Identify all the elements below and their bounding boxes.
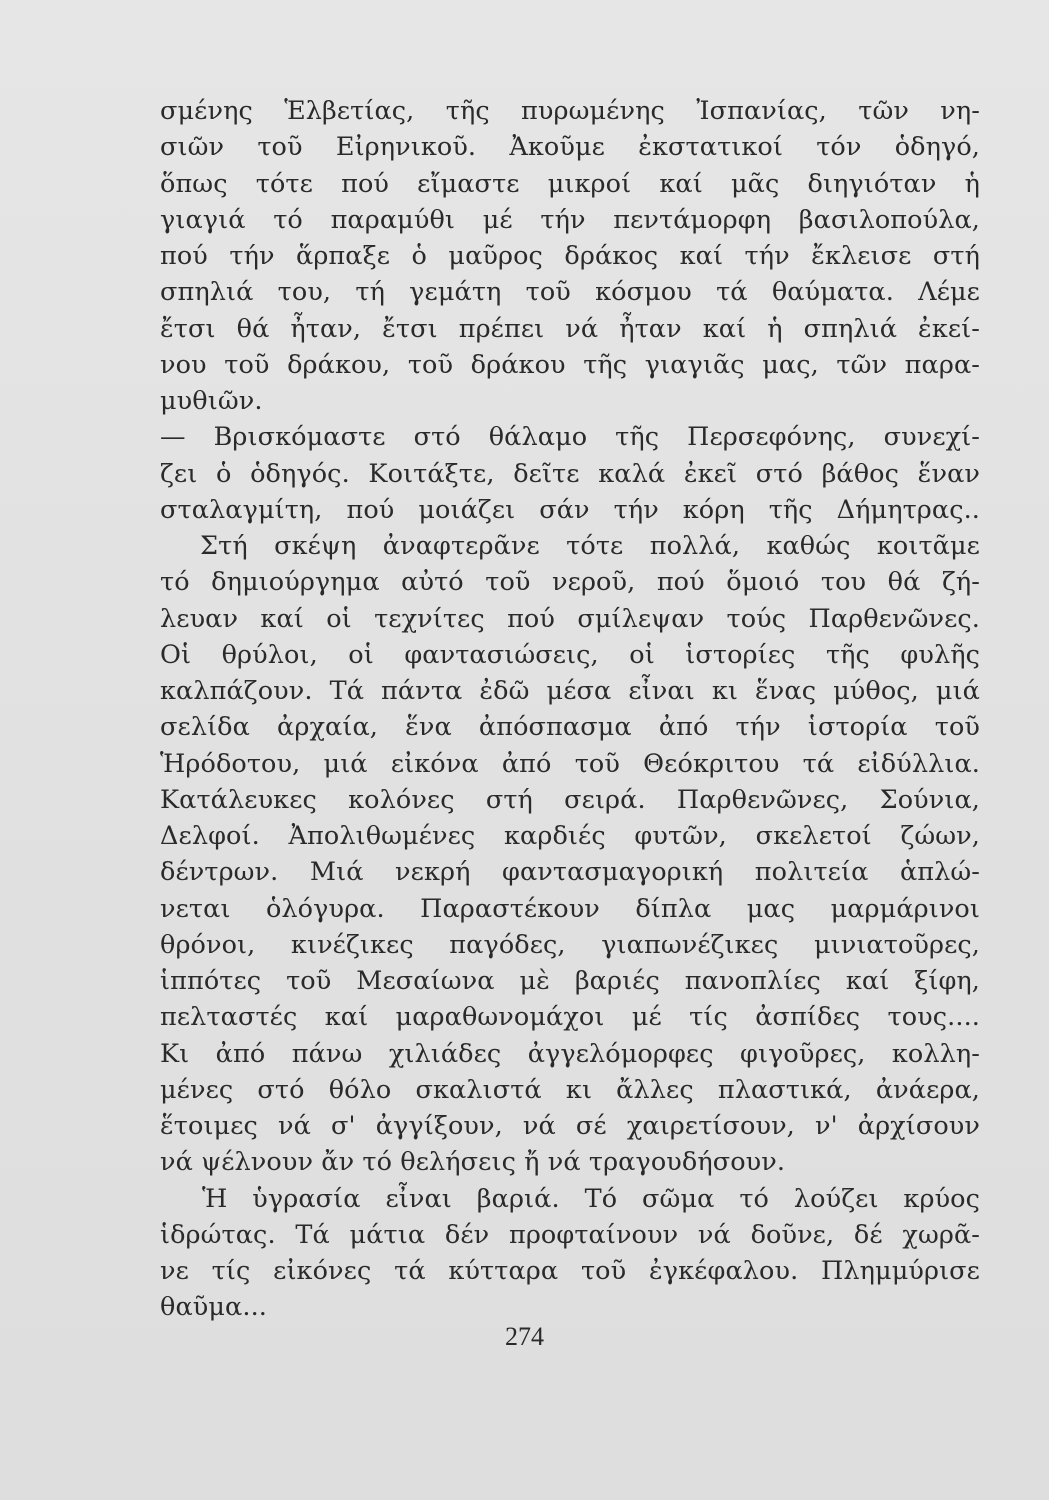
text-line: γιαγιά τό παραμύθι μέ τήν πεντάμορφη βασιλοπούλα, bbox=[160, 204, 980, 235]
text-line: ἕτοιμες νά σ' ἀγγίξουν, νά σέ χαιρετίσουν, ν' ἀρχίσουν bbox=[160, 1111, 980, 1141]
text-line: δέντρων. Μιά νεκρή φαντασμαγορική πολιτεία ἁπλώ- bbox=[160, 857, 980, 888]
body-text bbox=[160, 93, 980, 1326]
text-line: νεται ὁλόγυρα. Παραστέκουν δίπλα μας μαρμάρινοι bbox=[160, 893, 980, 924]
text-line: ἔτσι θά ἦταν, ἔτσι πρέπει νά ἦταν καί ἡ σπηλιά ἐκεί- bbox=[160, 313, 980, 344]
text-line: Ἡ ὑγρασία εἶναι βαριά. Τό σῶμα τό λούζει κρύος bbox=[202, 1183, 980, 1214]
text-line: ζει ὁ ὁδηγός. Κοιτάξτε, δεῖτε καλά ἐκεῖ στό βάθος ἕναν bbox=[160, 458, 980, 489]
text-line: — Βρισκόμαστε στό θάλαμο τῆς Περσεφόνης, συνεχί- bbox=[160, 422, 980, 453]
page-number: 274 bbox=[505, 1322, 544, 1351]
text-line: θρόνοι, κινέζικες παγόδες, γιαπωνέζικες μινιατοῦρες, bbox=[160, 929, 980, 960]
text-line: καλπάζουν. Τά πάντα ἐδῶ μέσα εἶναι κι ἕνας μύθος, μιά bbox=[160, 676, 980, 706]
text-line: λευαν καί οἱ τεχνίτες πού σμίλεψαν τούς Παρθενῶνες. bbox=[160, 603, 980, 634]
text-line: νου τοῦ δράκου, τοῦ δράκου τῆς γιαγιᾶς μας, τῶν παρα- bbox=[160, 349, 980, 380]
text-line: μυθιῶν. bbox=[160, 386, 263, 416]
text-line: σμένης Ἑλβετίας, τῆς πυρωμένης Ἰσπανίας, τῶν νη- bbox=[160, 96, 980, 126]
text-line: Ἡρόδοτου, μιά εἰκόνα ἀπό τοῦ Θεόκριτου τά εἰδύλλια. bbox=[160, 748, 980, 779]
text-line: τό δημιούργημα αὐτό τοῦ νεροῦ, πού ὅμοιό του θά ζή- bbox=[160, 567, 980, 598]
text-line: πελταστές καί μαραθωνομάχοι μέ τίς ἀσπίδες τους.... bbox=[160, 1002, 980, 1033]
text-line: Οἱ θρύλοι, οἱ φαντασιώσεις, οἱ ἱστορίες τῆς φυλῆς bbox=[160, 639, 980, 670]
text-line: σπηλιά του, τή γεμάτη τοῦ κόσμου τά θαύματα. Λέμε bbox=[160, 277, 980, 308]
text-line: πού τήν ἅρπαξε ὁ μαῦρος δράκος καί τήν ἔκλεισε στή bbox=[160, 241, 980, 271]
text-line: σελίδα ἀρχαία, ἕνα ἀπόσπασμα ἀπό τήν ἱστορία τοῦ bbox=[160, 712, 980, 743]
text-line: νά ψέλνουν ἄν τό θελήσεις ἤ νά τραγουδήσουν. bbox=[160, 1147, 786, 1178]
text-line: ὅπως τότε πού εἴμαστε μικροί καί μᾶς διηγιόταν ἡ bbox=[160, 168, 980, 199]
text-line: σιῶν τοῦ Εἰρηνικοῦ. Ἀκοῦμε ἐκστατικοί τόν ὁδηγό, bbox=[160, 132, 980, 163]
text-line: ἱππότες τοῦ Μεσαίωνα μὲ βαριές πανοπλίες καί ξίφη, bbox=[160, 966, 980, 996]
text-line: σταλαγμίτη, πού μοιάζει σάν τήν κόρη τῆς Δήμητρας.. bbox=[160, 494, 980, 525]
text-line: Δελφοί. Ἀπολιθωμένες καρδιές φυτῶν, σκελετοί ζώων, bbox=[160, 821, 980, 851]
text-line: Στή σκέψη ἀναφτερᾶνε τότε πολλά, καθώς κοιτᾶμε bbox=[200, 531, 980, 561]
text-line: νε τίς εἰκόνες τά κύτταρα τοῦ ἐγκέφαλου. Πλημμύρισε bbox=[160, 1256, 980, 1286]
text-line: ἱδρώτας. Τά μάτια δέν προφταίνουν νά δοῦνε, δέ χωρᾶ- bbox=[160, 1219, 980, 1250]
text-line: Κι ἀπό πάνω χιλιάδες ἀγγελόμορφες φιγοῦρες, κολλη- bbox=[160, 1038, 980, 1069]
text-line: Κατάλευκες κολόνες στή σειρά. Παρθενῶνες, Σούνια, bbox=[160, 784, 980, 815]
text-line: θαῦμα... bbox=[160, 1292, 267, 1323]
text-line: μένες στό θόλο σκαλιστά κι ἄλλες πλαστικά, ἀνάερα, bbox=[160, 1074, 980, 1105]
